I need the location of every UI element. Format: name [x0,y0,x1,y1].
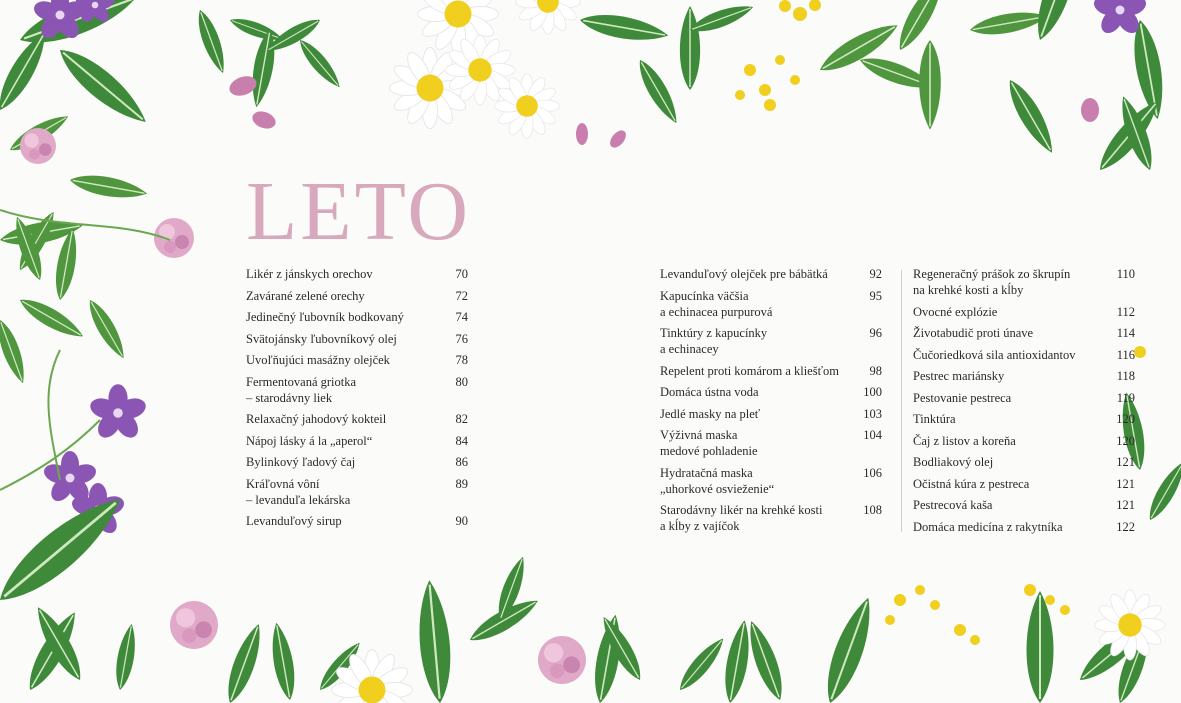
toc-entry-page: 118 [1116,369,1135,383]
toc-entry-title: Pestrec mariánsky [913,369,1005,383]
toc-entry-title: Domáca medicína z rakytníka [913,519,1063,534]
toc-entry [913,497,1135,513]
toc-entry-title: Kráľovná vôní – levanduľa lekárska [246,476,351,507]
toc-entry-title: Tinktúry z kapucínky a echinacey [660,326,768,356]
toc-entry-title: Výživná maska medové pohladenie [660,428,758,458]
toc-entry-page: 121 [1116,498,1135,512]
toc-entry-page: 120 [1116,412,1135,426]
toc-entry-page: 92 [869,267,882,281]
toc-entry-page: 122 [1116,519,1135,534]
toc-entry-title: Pestrecová kaša [913,498,993,512]
toc-entry-page: 74 [455,310,468,324]
toc-entry-page: 106 [863,465,882,480]
toc-entry-page: 121 [1116,476,1135,491]
toc-entry-title: Tinktúra [913,412,956,426]
toc-entry-page: 116 [1116,347,1135,362]
toc-entry-page: 76 [455,331,468,346]
toc-entry-title: Levanduľový olejček pre bábätká [660,267,828,281]
toc-column-3 [913,266,1135,540]
toc-entry-page: 72 [455,288,468,303]
toc-entry [913,519,1135,535]
toc-entry [246,266,468,282]
toc-entry [246,352,468,368]
section-title: LETO [246,165,472,258]
toc-entry-page: 98 [869,363,882,378]
toc-entry-page: 78 [455,353,468,367]
toc-entry [246,309,468,325]
toc-entry [660,266,882,282]
toc-entry-page: 104 [863,428,882,442]
toc-entry-page: 95 [869,288,882,303]
toc-entry-page: 103 [863,406,882,421]
toc-entry-page: 90 [455,514,468,528]
column-divider [901,270,902,532]
toc-entry-page: 121 [1116,455,1135,469]
toc-entry [246,288,468,304]
toc-entry [246,513,468,529]
toc-entry-title: Bodliakový olej [913,455,994,469]
toc-entry-page: 100 [863,385,882,399]
toc-entry-title: Levanduľový sirup [246,514,342,528]
toc-entry [913,325,1135,341]
toc-entry-page: 120 [1116,433,1135,448]
toc-entry-title: Regeneračný prášok zo škrupín na krehké kosti a kĺby [913,267,1071,297]
toc-entry [913,304,1135,320]
toc-entry [660,384,882,400]
toc-entry-page: 110 [1116,267,1135,281]
toc-entry [660,406,882,422]
toc-entry [246,454,468,470]
toc-entry-title: Fermentovaná griotka – starodávny liek [246,374,357,405]
toc-entry [913,266,1135,298]
toc-column-2 [660,266,882,540]
toc-entry-page: 119 [1116,390,1135,405]
toc-entry [660,502,882,534]
toc-entry-title: Nápoj lásky á la „aperol“ [246,433,373,448]
toc-entry [660,363,882,379]
toc-entry [246,331,468,347]
toc-entry-title: Ovocné explózie [913,304,998,319]
toc-entry-page: 108 [863,503,882,517]
toc-entry-title: Zavárané zelené orechy [246,288,365,303]
toc-entry-title: Domáca ústna voda [660,385,759,399]
toc-entry-page: 112 [1116,304,1135,319]
toc-entry-title: Uvoľňujúci masážny olejček [246,353,390,367]
toc-entry-title: Repelent proti komárom a kliešťom [660,363,839,378]
toc-entry-page: 84 [455,433,468,448]
toc-entry-page: 86 [455,455,468,469]
toc-entry [246,374,468,406]
toc-entry [913,454,1135,470]
toc-entry-title: Očistná kúra z pestreca [913,476,1030,491]
toc-entry [913,433,1135,449]
toc-entry [660,427,882,459]
toc-entry-title: Čučoriedková sila antioxidantov [913,347,1076,362]
toc-column-1 [246,266,468,535]
toc-entry-page: 82 [455,412,468,426]
toc-entry-title: Čaj z listov a koreňa [913,433,1016,448]
toc-entry-title: Likér z jánskych orechov [246,267,373,281]
toc-entry-title: Životabudič proti únave [913,326,1034,340]
toc-entry [913,347,1135,363]
toc-entry-title: Kapucínka väčšia a echinacea purpurová [660,288,773,319]
toc-entry-page: 114 [1116,326,1135,340]
toc-entry-title: Pestovanie pestreca [913,390,1012,405]
toc-entry-title: Bylinkový ľadový čaj [246,455,356,469]
toc-entry [913,411,1135,427]
toc-entry [660,325,882,357]
toc-entry [913,368,1135,384]
toc-entry-title: Jedinečný ľubovník bodkovaný [246,310,404,324]
toc-entry [913,476,1135,492]
toc-entry [246,433,468,449]
toc-entry-title: Relaxačný jahodový kokteil [246,412,387,426]
toc-entry [660,465,882,497]
toc-entry [246,476,468,508]
toc-entry-page: 96 [869,326,882,340]
toc-entry-page: 80 [455,374,468,389]
toc-entry-page: 89 [455,476,468,491]
toc-entry-title: Svätojánsky ľubovníkový olej [246,331,397,346]
toc-entry-title: Jedlé masky na pleť [660,406,761,421]
toc-entry-page: 70 [455,267,468,281]
toc-entry [913,390,1135,406]
toc-entry [660,288,882,320]
toc-entry-title: Starodávny likér na krehké kosti a kĺby z vajíčok [660,503,823,533]
toc-entry [246,411,468,427]
toc-entry-title: Hydratačná maska „uhorkové osvieženie“ [660,465,775,496]
